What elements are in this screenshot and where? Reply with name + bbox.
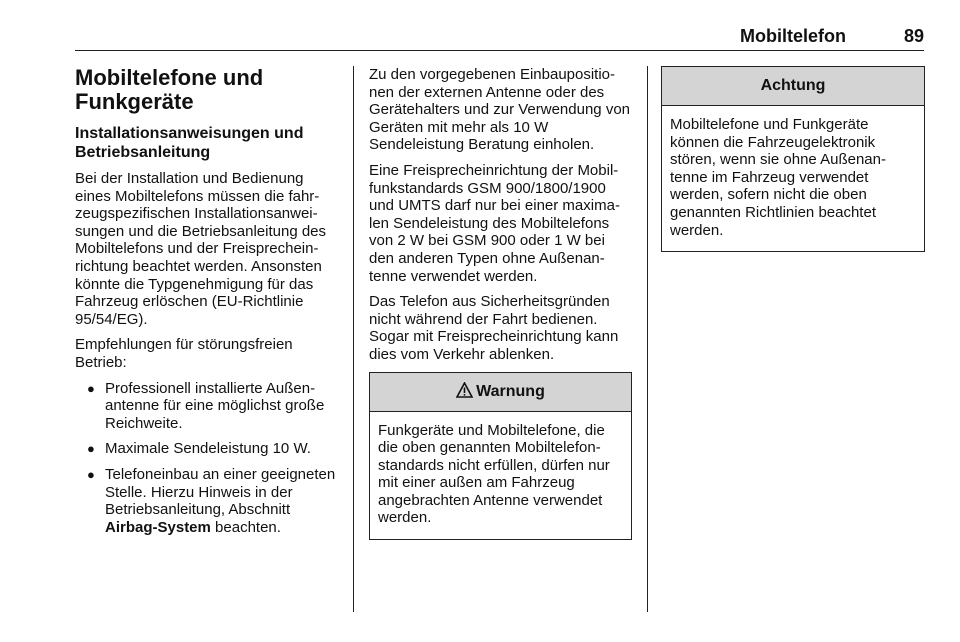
warning-triangle-icon [456,375,473,413]
column-divider-2 [647,66,648,612]
intro-paragraph: Bei der Installation und Bedienung eines Mobiltelefons müssen die fahrzeugspezifischen Installationsanweisungen und die Betriebsanleitung des Mobiltelefons und der Freisprecheinrichtung beachtet werden. Ansonsten könnte die Typgenehmigung für das Fahrzeug erlöschen (EU-Richtlinie 95/54/EG). [75,170,327,328]
column-left [75,66,341,544]
list-item-text: Professionell installierte Außenantenne für eine möglichst große Reichweite. [105,379,325,432]
list-item-tail: beachten. [210,518,281,536]
caution-box-header: Achtung [662,67,924,106]
antenna-paragraph: Zu den vorgegebenen Einbaupositionen der externen Antenne oder des Gerätehalters und zur Verwendung von Geräten mit mehr als 10 W Sendeleistung Beratung einholen. [369,66,630,154]
warning-box [369,372,632,541]
cross-reference: Airbag-System [105,518,211,536]
page-header [75,24,924,51]
warning-box-body: Funkgeräte und Mobiltelefone, die die oben genannten Mobiltelefonstandards nicht erfüllen, dürfen nur mit einer außen am Fahrzeug angebrachten Antenne verwendet werden. [378,421,610,527]
bullet-icon: ● [87,380,95,396]
bullet-icon: ● [87,466,95,482]
caution-box-body: Mobiltelefone und Funkgeräte können die Fahrzeugelektronik stören, wenn sie ohne Außenantenne im Fahrzeug verwendet werden, sofern nicht die oben genannten Richtlinien beachtet werden. [670,116,886,239]
list-item [75,466,341,536]
recommendations-list [75,380,341,537]
section-subheading: Installationsanweisungen und Betriebsanleitung [75,125,304,161]
list-item-text: Telefoneinbau an einer geeigneten Stelle. Hierzu Hinweis in der Betriebsanleitung, Abschnitt [105,465,336,519]
warning-box-title: Warnung [476,382,545,400]
handsfree-paragraph: Eine Freisprecheinrichtung der Mobilfunkstandards GSM 900/1800/1900 und UMTS darf nur bei einer maximalen Sendeleistung des Mobiltelefons von 2 W bei GSM 900 oder 1 W bei den anderen Typen ohne Außenantenne verwendet werden. [369,161,620,285]
page-number: 89 [903,26,924,46]
column-right [661,66,925,252]
caution-box [661,66,925,252]
section-heading: Mobiltelefone und Funkgeräte [75,65,264,114]
warning-box-header [370,373,631,412]
list-item [75,380,341,433]
recommendations-paragraph: Empfehlungen für störungsfreien Betrieb: [75,336,293,371]
column-divider-1 [353,66,354,612]
list-item-text: Maximale Sendeleistung 10 W. [105,440,311,458]
list-item [75,440,341,458]
column-middle [369,66,632,540]
safety-paragraph: Das Telefon aus Sicherheitsgründen nicht während der Fahrt bedienen. Sogar mit Freisprecheinrichtung kann dies vom Verkehr ablenken. [369,293,619,363]
bullet-icon: ● [87,441,95,457]
page-header-title: Mobiltelefon [740,26,846,46]
